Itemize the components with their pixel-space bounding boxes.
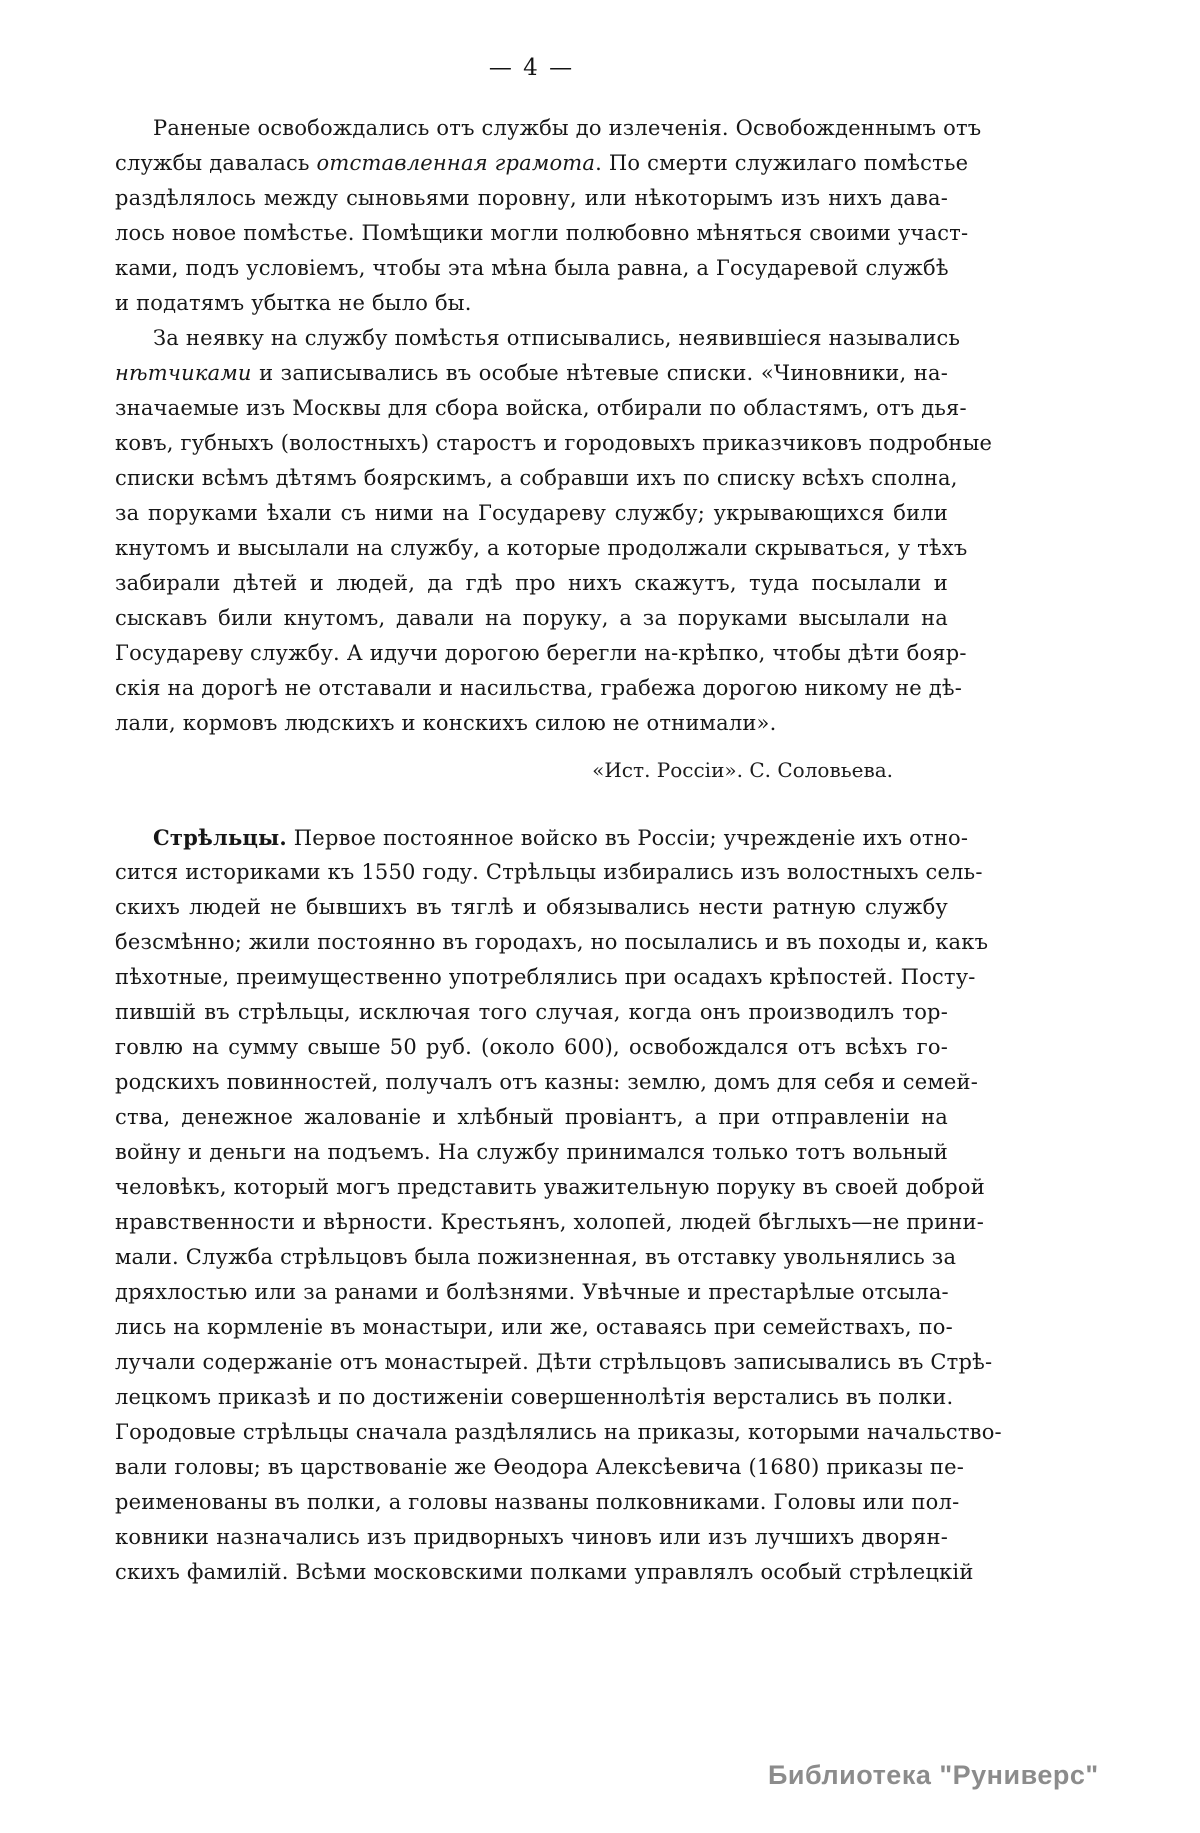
text-segment: пившій въ стрѣльцы, исключая того случая, когда онъ производилъ тор-	[115, 1000, 948, 1024]
text-line	[115, 566, 948, 601]
text-line	[115, 960, 976, 995]
text-segment: дряхлостью или за ранами и болѣзнями. Увѣчные и престарѣлые отсыла-	[115, 1280, 949, 1304]
text-segment: говлю на сумму свыше 50 руб. (около 600), освобождался отъ всѣхъ го-	[115, 1035, 948, 1059]
page-number: — 4 —	[488, 55, 575, 81]
quote-attribution: «Ист. Россіи». С. Соловьева.	[592, 758, 893, 782]
text-line	[115, 1205, 985, 1240]
text-segment: ковъ, губныхъ (волостныхъ) старостъ и городовыхъ приказчиковъ подробные	[115, 431, 993, 455]
text-segment: человѣкъ, который могъ представить уважительную поруку въ своей доброй	[115, 1175, 985, 1199]
text-segment: раздѣлялось между сыновьями поровну, или нѣкоторымъ изъ нихъ дава-	[115, 186, 948, 210]
text-line	[115, 1345, 993, 1380]
text-line	[115, 426, 993, 461]
text-segment: . По смерти служилаго помѣстье	[595, 151, 969, 175]
library-watermark: Библиотека "Руниверс"	[768, 1760, 1099, 1790]
text-line	[115, 1450, 965, 1485]
text-segment: ства, денежное жалованіе и хлѣбный провіантъ, а при отправленіи на	[115, 1105, 948, 1129]
text-segment: Городовые стрѣльцы сначала раздѣлялись на приказы, которыми начальство-	[115, 1420, 1002, 1444]
text-segment: пѣхотные, преимущественно употреблялись при осадахъ крѣпостей. Посту-	[115, 965, 976, 989]
text-segment: значаемые изъ Москвы для сбора войска, отбирали по областямъ, отъ дья-	[115, 396, 967, 420]
text-line	[115, 1030, 948, 1065]
text-segment: реименованы въ полки, а головы названы полковниками. Головы или пол-	[115, 1490, 960, 1514]
text-line	[115, 496, 948, 531]
text-segment: ками, подъ условіемъ, чтобы эта мѣна была равна, а Государевой службѣ	[115, 256, 949, 280]
text-line	[115, 636, 967, 671]
text-line	[115, 1555, 974, 1590]
text-segment: скія на дорогѣ не отставали и насильства, грабежа дорогою никому не дѣ-	[115, 676, 963, 700]
text-segment: Государеву службу. А идучи дорогою берегли на-крѣпко, чтобы дѣти бояр-	[115, 641, 967, 665]
text-segment: сыскавъ били кнутомъ, давали на поруку, а за поруками высылали на	[115, 606, 948, 630]
text-segment: мали. Служба стрѣльцовъ была пожизненная, въ отставку увольнялись за	[115, 1245, 957, 1269]
text-line	[115, 531, 968, 566]
text-line	[115, 391, 967, 426]
text-segment: нѣтчиками	[115, 361, 252, 385]
text-line	[115, 1100, 948, 1135]
text-line	[115, 1520, 948, 1555]
paragraph-streltsy	[115, 820, 1002, 1590]
text-line	[115, 1135, 948, 1170]
text-line	[115, 925, 989, 960]
text-line	[115, 1065, 978, 1100]
text-segment: лось новое помѣстье. Помѣщики могли полюбовно мѣняться своими участ-	[115, 221, 969, 245]
text-segment: и записывались въ особые нѣтевые списки. «Чиновники, на-	[251, 361, 948, 385]
text-segment: лецкомъ приказѣ и по достиженіи совершеннолѣтія верстались въ полки.	[115, 1385, 954, 1409]
text-line	[115, 995, 948, 1030]
text-segment: вали головы; въ царствованіе же Ѳеодора Алексѣевича (1680) приказы пе-	[115, 1455, 965, 1479]
text-segment: Стрѣльцы.	[153, 825, 287, 850]
text-segment: родскихъ повинностей, получалъ отъ казны: землю, домъ для себя и семей-	[115, 1070, 978, 1094]
paragraph-wounded-release	[115, 111, 982, 321]
text-line	[115, 286, 948, 321]
text-segment: лучали содержаніе отъ монастырей. Дѣти стрѣльцовъ записывались въ Стрѣ-	[115, 1350, 993, 1374]
text-segment: скихъ фамилій. Всѣми московскими полками управлялъ особый стрѣлецкій	[115, 1560, 974, 1584]
text-line	[115, 1240, 957, 1275]
text-line	[115, 146, 969, 181]
book-page	[115, 55, 1002, 1590]
text-line	[115, 111, 982, 146]
text-segment: безсмѣнно; жили постоянно въ городахъ, но посылались и въ походы и, какъ	[115, 930, 989, 954]
text-line	[115, 356, 948, 391]
text-segment: войну и деньги на подъемъ. На службу принимался только тотъ вольный	[115, 1140, 948, 1164]
text-segment: за поруками ѣхали съ ними на Государеву службу; укрывающихся били	[115, 501, 948, 525]
text-line	[115, 855, 983, 890]
text-line	[115, 890, 948, 925]
text-line	[115, 671, 963, 706]
text-segment: забирали дѣтей и людей, да гдѣ про нихъ скажутъ, туда посылали и	[115, 571, 948, 595]
text-segment: сится историками къ 1550 году. Стрѣльцы избирались изъ волостныхъ сель-	[115, 860, 983, 884]
text-segment: отставленная грамота	[316, 151, 596, 175]
text-line	[115, 1310, 953, 1345]
text-segment: Раненые освобождались отъ службы до излеченія. Освобожденнымъ отъ	[153, 116, 982, 140]
text-line	[115, 706, 948, 741]
text-segment: кнутомъ и высылали на службу, а которые продолжали скрываться, у тѣхъ	[115, 536, 968, 560]
text-segment: лали, кормовъ людскихъ и конскихъ силою не отнимали».	[115, 711, 777, 735]
text-line	[115, 1415, 1002, 1450]
text-line	[115, 1485, 960, 1520]
text-line	[115, 601, 948, 636]
text-segment: нравственности и вѣрности. Крестьянъ, холопей, людей бѣглыхъ—не прини-	[115, 1210, 985, 1234]
text-segment: скихъ людей не бывшихъ въ тяглѣ и обязывались нести ратную службу	[115, 895, 948, 919]
text-segment: и податямъ убытка не было бы.	[115, 291, 472, 315]
text-segment: лись на кормленіе въ монастыри, или же, оставаясь при семействахъ, по-	[115, 1315, 953, 1339]
text-line	[115, 181, 948, 216]
text-line	[115, 1275, 948, 1310]
text-segment: списки всѣмъ дѣтямъ боярскимъ, а собравши ихъ по списку всѣхъ сполна,	[115, 466, 958, 490]
text-line	[115, 1170, 985, 1205]
paragraph-no-show-service	[115, 321, 993, 741]
text-line	[115, 216, 969, 251]
text-segment: ковники назначались изъ придворныхъ чиновъ или изъ лучшихъ дворян-	[115, 1525, 948, 1549]
text-line	[115, 461, 958, 496]
text-line	[115, 820, 969, 855]
text-line	[115, 321, 961, 356]
text-segment: службы давалась	[115, 151, 317, 175]
text-segment: За неявку на службу помѣстья отписывались, неявившіеся назывались	[153, 326, 961, 350]
text-line	[115, 1380, 954, 1415]
text-segment: Первое постоянное войско въ Россіи; учрежденіе ихъ отно-	[286, 826, 969, 850]
text-line	[115, 251, 948, 286]
